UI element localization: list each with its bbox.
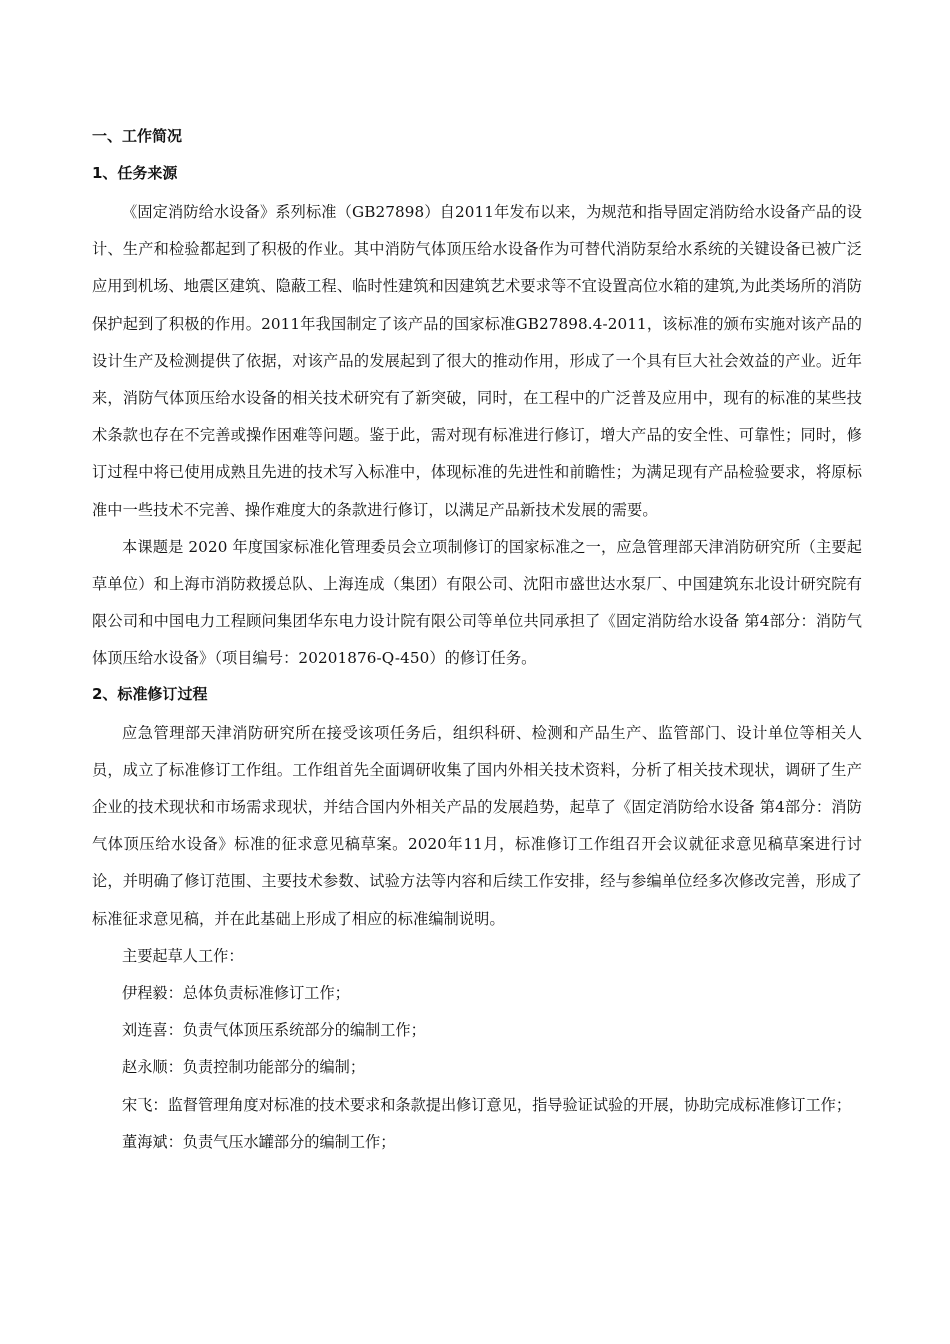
drafter-item: 赵永顺：负责控制功能部分的编制；: [122, 1058, 365, 1077]
paragraph-task-source-2: 本课题是 2020 年度国家标准化管理委员会立项制修订的国家标准之一，应急管理部天津消防研究所（主要起草单位）和上海市消防救援总队、上海连成（集团）有限公司、沈阳市盛世达水泵厂、中国建筑东北设计研究院有限公司和中国电力工程顾问集团华东电力设计院有限公司等单位共同承担了《固定消防给水设备 第4部分：消防气体顶压给水设备》（项目编号：20201876-Q-450）的修订任务。: [92, 537, 862, 668]
paragraph-task-source-1: 《固定消防给水设备》系列标准（GB27898）自2011年发布以来，为规范和指导固定消防给水设备产品的设计、生产和检验都起到了积极的作业。其中消防气体顶压给水设备作为可替代消防泵给水系统的关键设备已被广泛应用到机场、地震区建筑、隐蔽工程、临时性建筑和因建筑艺术要求等不宜设置高位水箱的建筑,为此类场所的消防保护起到了积极的作用。2011年我国制定了该产品的国家标准GB27898.4-2011，该标准的颁布实施对该产品的设计生产及检测提供了依据，对该产品的发展起到了很大的推动作用，形成了一个具有巨大社会效益的产业。近年来，消防气体顶压给水设备的相关技术研究有了新突破，同时，在工程中的广泛普及应用中，现有的标准的某些技术条款也存在不完善或操作困难等问题。鉴于此，需对现有标准进行修订，增大产品的安全性、可靠性；同时，修订过程中将已使用成熟且先进的技术写入标准中，体现标准的先进性和前瞻性；为满足现有产品检验要求，将原标准中一些技术不完善、操作难度大的条款进行修订，以满足产品新技术发展的需要。: [92, 203, 862, 519]
paragraph-revision-process: 应急管理部天津消防研究所在接受该项任务后，组织科研、检测和产品生产、监管部门、设计单位等相关人员，成立了标准修订工作组。工作组首先全面调研收集了国内外相关技术资料，分析了相关技术现状，调研了生产企业的技术现状和市场需求现状，并结合国内外相关产品的发展趋势，起草了《固定消防给水设备 第4部分：消防气体顶压给水设备》标准的征求意见稿草案。2020年11月，标准修订工作组召开会议就征求意见稿草案进行讨论，并明确了修订范围、主要技术参数、试验方法等内容和后续工作安排，经与参编单位经多次修改完善，形成了标准征求意见稿，并在此基础上形成了相应的标准编制说明。: [92, 723, 862, 928]
subsection-heading-revision-process: 2、标准修订过程: [92, 684, 208, 703]
section-heading-work-overview: 一、工作简况: [92, 127, 183, 145]
drafter-item: 伊程毅：总体负责标准修订工作；: [122, 984, 350, 1003]
drafter-item: 刘连喜：负责气体顶压系统部分的编制工作；: [122, 1021, 426, 1040]
drafter-item: 宋飞：监督管理角度对标准的技术要求和条款提出修订意见，指导验证试验的开展，协助完成标准修订工作；: [122, 1095, 851, 1114]
subsection-heading-task-source: 1、任务来源: [92, 164, 178, 182]
drafter-item: 董海斌：负责气压水罐部分的编制工作；: [122, 1132, 396, 1151]
document-page: [92, 120, 862, 1161]
drafters-intro: 主要起草人工作：: [122, 946, 244, 965]
